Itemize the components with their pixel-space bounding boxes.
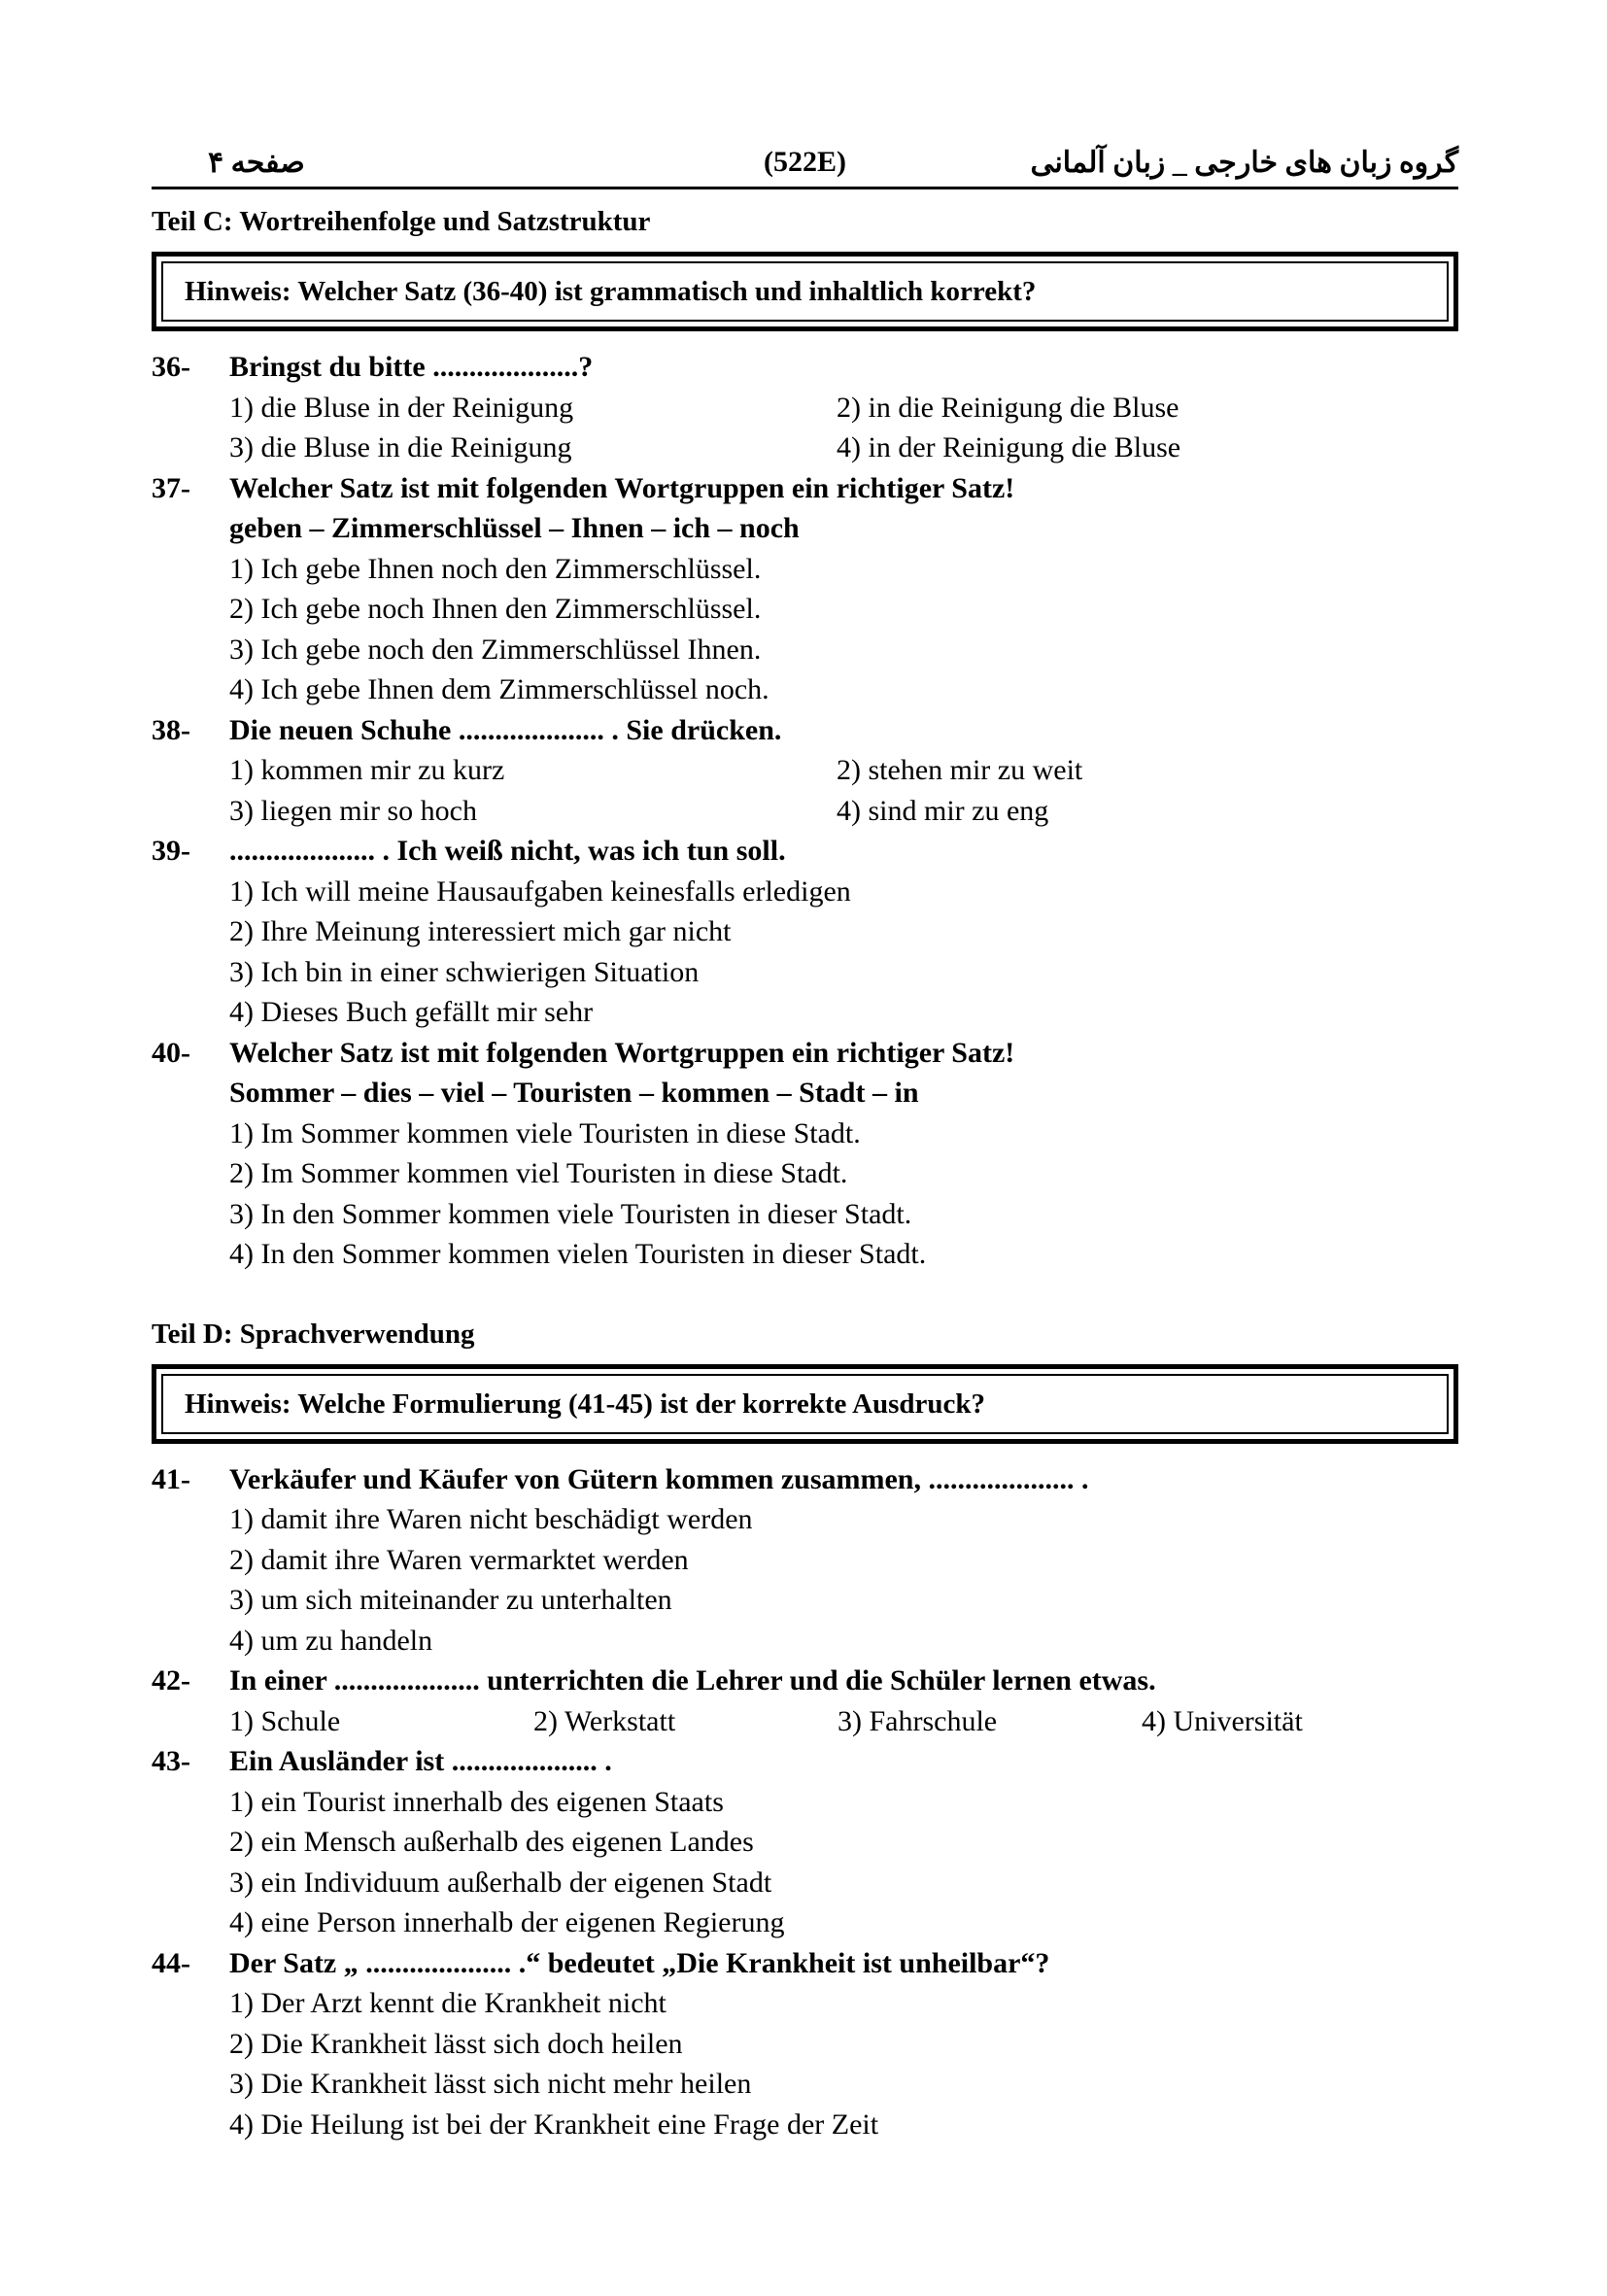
option: 2) Die Krankheit lässt sich doch heilen bbox=[229, 2027, 683, 2060]
option: 1) Der Arzt kennt die Krankheit nicht bbox=[229, 1987, 667, 2019]
option: 1) damit ihre Waren nicht beschädigt werden bbox=[229, 1503, 753, 1535]
question-39 bbox=[152, 831, 1458, 1033]
question-40 bbox=[152, 1033, 1458, 1275]
option: 3) ein Individuum außerhalb der eigenen Stadt bbox=[229, 1866, 772, 1899]
option: 3) Ich bin in einer schwierigen Situation bbox=[229, 955, 700, 988]
option: 3) In den Sommer kommen viele Touristen in dieser Stadt. bbox=[229, 1197, 912, 1230]
hint-text-c: Hinweis: Welcher Satz (36-40) ist grammatisch und inhaltlich korrekt? bbox=[161, 261, 1449, 322]
option: 4) um zu handeln bbox=[229, 1624, 433, 1657]
options-grid bbox=[152, 750, 1458, 831]
option: 2) Werkstatt bbox=[533, 1704, 676, 1737]
question-words: geben – Zimmerschlüssel – Ihnen – ich – noch bbox=[229, 512, 800, 544]
page-number: صفحه ۴ bbox=[208, 147, 305, 179]
hint-box-c bbox=[152, 252, 1458, 331]
hint-box-d bbox=[152, 1364, 1458, 1444]
question-number: 37- bbox=[152, 471, 190, 504]
question-43 bbox=[152, 1741, 1458, 1943]
question-44 bbox=[152, 1943, 1458, 2145]
option: 3) Ich gebe noch den Zimmerschlüssel Ihnen. bbox=[229, 633, 762, 666]
question-text: Verkäufer und Käufer von Gütern kommen zusammen, .................... . bbox=[229, 1462, 1089, 1495]
question-36 bbox=[152, 347, 1458, 468]
question-37 bbox=[152, 468, 1458, 710]
section-title-c: Teil C: Wortreihenfolge und Satzstruktur bbox=[152, 206, 651, 237]
question-text: Ein Ausländer ist .................... . bbox=[229, 1745, 612, 1777]
question-text: Der Satz „ .................... .“ bedeutet „Die Krankheit ist unheilbar“? bbox=[229, 1946, 1050, 1979]
section-title-d: Teil D: Sprachverwendung bbox=[152, 1318, 475, 1350]
option: 4) Dieses Buch gefällt mir sehr bbox=[229, 996, 594, 1028]
option: 2) in die Reinigung die Bluse bbox=[837, 391, 1180, 424]
question-text: .................... . Ich weiß nicht, was ich tun soll. bbox=[229, 835, 786, 867]
option: 4) Universität bbox=[1142, 1704, 1303, 1737]
hint-text-d: Hinweis: Welche Formulierung (41-45) ist der korrekte Ausdruck? bbox=[161, 1374, 1449, 1434]
question-words: Sommer – dies – viel – Touristen – kommen – Stadt – in bbox=[229, 1077, 919, 1109]
option: 2) stehen mir zu weit bbox=[837, 754, 1083, 786]
question-number: 43- bbox=[152, 1745, 190, 1777]
option: 1) die Bluse in der Reinigung bbox=[229, 391, 574, 424]
option: 2) ein Mensch außerhalb des eigenen Landes bbox=[229, 1826, 754, 1858]
option: 1) Im Sommer kommen viele Touristen in diese Stadt. bbox=[229, 1116, 861, 1149]
question-text: In einer .................... unterrichten die Lehrer und die Schüler lernen etwas. bbox=[229, 1664, 1156, 1696]
option: 4) In den Sommer kommen vielen Touristen in dieser Stadt. bbox=[229, 1238, 927, 1270]
question-text: Welcher Satz ist mit folgenden Wortgruppen ein richtiger Satz! bbox=[229, 471, 1015, 504]
question-42 bbox=[152, 1661, 1458, 1741]
option: 3) Fahrschule bbox=[838, 1704, 998, 1737]
question-number: 39- bbox=[152, 835, 190, 867]
option: 3) liegen mir so hoch bbox=[229, 794, 477, 827]
question-text: Die neuen Schuhe .................... . Sie drücken. bbox=[229, 713, 782, 746]
page-header bbox=[152, 136, 1458, 189]
question-number: 44- bbox=[152, 1946, 190, 1979]
section-spacer bbox=[152, 1275, 1458, 1302]
option: 2) Im Sommer kommen viel Touristen in diese Stadt. bbox=[229, 1157, 848, 1189]
question-38 bbox=[152, 710, 1458, 832]
options-row bbox=[152, 1701, 1458, 1742]
option: 4) eine Person innerhalb der eigenen Regierung bbox=[229, 1906, 785, 1938]
option: 1) ein Tourist innerhalb des eigenen Staats bbox=[229, 1785, 724, 1818]
option: 1) Ich will meine Hausaufgaben keinesfalls erledigen bbox=[229, 874, 851, 908]
option: 1) Schule bbox=[229, 1704, 341, 1737]
exam-code: (522E) bbox=[764, 146, 846, 178]
option: 3) Die Krankheit lässt sich nicht mehr heilen bbox=[229, 2068, 752, 2100]
subject-title: گروه زبان های خارجی _ زبان آلمانی bbox=[1030, 147, 1458, 179]
question-41 bbox=[152, 1459, 1458, 1662]
option: 1) Ich gebe Ihnen noch den Zimmerschlüssel. bbox=[229, 552, 762, 585]
question-number: 38- bbox=[152, 713, 190, 746]
options-grid bbox=[152, 388, 1458, 468]
option: 1) kommen mir zu kurz bbox=[229, 754, 505, 786]
option: 4) Ich gebe Ihnen dem Zimmerschlüssel noch. bbox=[229, 673, 769, 705]
option: 4) Die Heilung ist bei der Krankheit eine Frage der Zeit bbox=[229, 2108, 879, 2141]
option: 4) in der Reinigung die Bluse bbox=[837, 431, 1181, 463]
option: 3) um sich miteinander zu unterhalten bbox=[229, 1584, 672, 1616]
option: 2) damit ihre Waren vermarktet werden bbox=[229, 1543, 689, 1576]
option: 2) Ihre Meinung interessiert mich gar nicht bbox=[229, 915, 732, 947]
question-text: Welcher Satz ist mit folgenden Wortgruppen ein richtiger Satz! bbox=[229, 1036, 1015, 1069]
question-number: 41- bbox=[152, 1462, 190, 1495]
question-text: Bringst du bitte ....................? bbox=[229, 351, 594, 383]
question-number: 42- bbox=[152, 1664, 190, 1696]
option: 4) sind mir zu eng bbox=[837, 794, 1049, 827]
option: 2) Ich gebe noch Ihnen den Zimmerschlüssel. bbox=[229, 593, 762, 625]
question-number: 40- bbox=[152, 1036, 190, 1069]
exam-page bbox=[152, 136, 1458, 2144]
option: 3) die Bluse in die Reinigung bbox=[229, 431, 572, 463]
question-number: 36- bbox=[152, 351, 190, 383]
